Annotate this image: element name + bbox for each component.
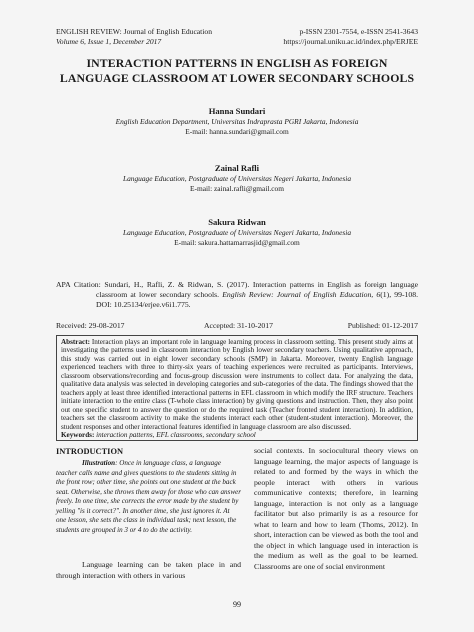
citation-rest: (1), 99-108. DOI: 10.25134/erjee.v6i1.775. <box>96 290 418 309</box>
author-name: Sakura Ridwan <box>208 217 266 227</box>
received-date: Received: 29-08-2017 <box>56 321 125 330</box>
page-number: 99 <box>233 600 241 609</box>
apa-citation <box>56 280 418 310</box>
author-affiliation: Language Education, Postgraduate of Universitas Negeri Jakarta, Indonesia <box>122 174 352 183</box>
illustration-paragraph <box>56 459 241 535</box>
keywords-label: Keywords: <box>61 430 95 439</box>
published-date: Published: 01-12-2017 <box>347 321 418 330</box>
section-heading-introduction: INTRODUCTION <box>56 447 124 456</box>
abstract-label: Abstract: <box>61 338 90 346</box>
illustration-label: Illustration <box>82 459 116 467</box>
issn: p-ISSN 2301-7554, e-ISSN 2541-3643 <box>299 27 418 36</box>
keywords-line <box>61 431 413 439</box>
author-name: Hanna Sundari <box>208 106 266 116</box>
author-affiliation: English Education Department, Universitas Indraprasta PGRI Jakarta, Indonesia <box>115 117 359 126</box>
citation-journal: English Review: Journal of English Education, 6 <box>222 290 381 299</box>
accepted-date: Accepted: 31-10-2017 <box>204 321 273 330</box>
author-email: E-mail: zainal.rafli@gmail.com <box>189 183 285 193</box>
intro-paragraph-right: social contexts. In sociocultural theory views on language learning, the major aspects of language is related to and formed by the ways in which the people interact with others in various communicative contexts; therefore, in learning language, interaction is not only as a language facilitator but also primarily is as a resource for what to learn and how to learn (Thoms, 2012). In short, interaction can be viewed as both the tool and the object in which language used in interaction is the medium as well as the goal to be learned. Classrooms are one of social environment <box>254 446 418 571</box>
abstract-body <box>61 338 413 431</box>
author-block-2 <box>56 163 418 193</box>
author-affiliation: Language Education, Postgraduate of Universitas Negeri Jakarta, Indonesia <box>122 228 352 237</box>
author-email: E-mail: sakura.hattamarrasjid@gmail.com <box>174 237 300 247</box>
author-email: E-mail: hanna.sundari@gmail.com <box>185 126 289 136</box>
journal-name: ENGLISH REVIEW: Journal of English Education <box>56 27 212 36</box>
author-block-3 <box>56 217 418 247</box>
citation-text: APA Citation: Sundari, H., Rafli, Z. & Ridwan, S. (2017). Interaction patterns in English as foreign language classroom at lower secondary schools. <box>56 280 418 299</box>
abstract-box <box>56 335 418 441</box>
header-left <box>56 27 212 47</box>
author-block-1 <box>56 106 418 136</box>
illustration-text: : Once in language class, a language teacher calls name and gives questions to the students sitting in the front row; other time, she points out one student at the back seat. Otherwise, she throws them away for those who can answer freely. In one time, she corrects the error made by the student by yelling "is it correct?". In another time, she just ignores it. At one lesson, she sets the class in individual task; next lesson, the students are grouped in 3 or 4 to do the activity. <box>56 459 241 534</box>
volume-info: Volume 6, Issue 1, December 2017 <box>56 37 162 46</box>
paper-title: INTERACTION PATTERNS IN ENGLISH AS FOREIGN LANGUAGE CLASSROOM AT LOWER SECONDARY SCHOOLS <box>59 56 415 85</box>
abstract-text: Interaction plays an important role in language learning process in classroom setting. This present study aims at investigating the patterns used in classroom interaction by English lower secondary teachers. Using qualitative approach, this study was carried out in eight lower secondary schools (SMP) in Jakarta. Moreover, twenty English language experienced teachers with three to thirty-six years of teaching experiences were recruited as participants. Interviews, classroom observations/recording and focus-group discussion were instruments to collect data. For analyzing the data, qualitative data analysis was selected in developing categories and sub-categories of the data. The findings showed that the teachers apply at least three identified interactional patterns in EFL classroom in which modify the IRF structure. Teachers initiate interaction to the entire class (T-whole class interaction) by giving questions and instruction. Then, they also point out one specific student to answer the question or do the required task (Teacher fronted student interaction). In addition, teachers set the classroom activity to make the students interact each other (student-student interaction). Moreover, the student responses and other interactional features identified in language classroom are also discussed. <box>61 338 413 431</box>
intro-paragraph-left: Language learning can be taken place in and through interaction with others in various <box>56 560 241 580</box>
header-right <box>283 27 418 47</box>
author-name: Zainal Rafli <box>214 163 260 173</box>
journal-url: https://journal.uniku.ac.id/index.php/ERJEE <box>283 37 418 46</box>
keywords: interaction patterns, EFL classrooms, secondary school <box>94 430 256 439</box>
